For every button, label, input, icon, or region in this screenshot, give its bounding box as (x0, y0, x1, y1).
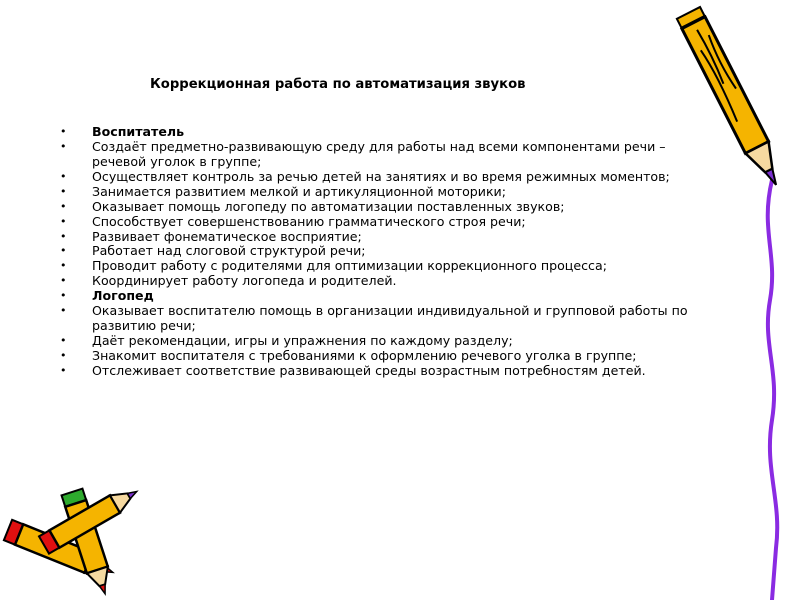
list-item-text: Оказывает помощь логопеду по автоматизации поставленных звуков; (92, 198, 565, 214)
bullet-icon: • (60, 348, 67, 362)
list-item (60, 364, 720, 379)
list-item (60, 170, 720, 185)
list-item-text: Занимается развитием мелкой и артикуляционной моторики; (92, 183, 506, 199)
slide-title: Коррекционная работа по автоматизация звуков (150, 77, 526, 92)
list-item-text: Работает над слоговой структурой речи; (92, 243, 366, 259)
section-heading (60, 125, 720, 140)
section-heading (60, 289, 720, 304)
list-item-text: Развивает фонематическое восприятие; (92, 228, 362, 244)
bullet-icon: • (60, 259, 67, 273)
list-item (60, 304, 720, 333)
list-item (60, 334, 720, 349)
bullet-icon: • (60, 274, 67, 288)
bullet-icon: • (60, 169, 67, 183)
bullet-icon: • (60, 363, 67, 377)
list-item-text: Воспитатель (92, 124, 185, 139)
bullet-icon: • (60, 125, 67, 138)
pencil-stack-icon (4, 483, 142, 597)
bullet-icon: • (60, 184, 67, 198)
purple-line-icon (768, 180, 778, 600)
list-item (60, 200, 720, 215)
list-item (60, 215, 720, 230)
bullet-icon: • (60, 334, 67, 347)
list-item (60, 274, 720, 289)
list-item (60, 259, 720, 274)
list-item-text: Знакомит воспитателя с требованиями к оформлению речевого уголка в группе; (92, 347, 637, 363)
bullet-icon: • (60, 244, 67, 258)
list-item (60, 230, 720, 245)
list-item-text: Создаёт предметно-развивающую среду для работы над всеми компонентами речи – речевой уголок в группе; (92, 138, 666, 169)
list-item-text: Проводит работу с родителями для оптимизации коррекционного процесса; (92, 258, 607, 274)
list-item (60, 349, 720, 364)
list-item-text: Даёт рекомендации, игры и упражнения по каждому разделу; (92, 333, 513, 348)
list-item-text: Координирует работу логопеда и родителей. (92, 273, 397, 289)
bullet-list (60, 125, 720, 379)
list-item (60, 140, 720, 169)
bullet-icon: • (60, 289, 67, 303)
list-item-text: Оказывает воспитателю помощь в организации индивидуальной и групповой работы по развитию речи; (92, 303, 688, 334)
bullet-icon: • (60, 199, 67, 213)
bullet-icon: • (60, 139, 67, 153)
bullet-icon: • (60, 214, 67, 228)
list-item-text: Осуществляет контроль за речью детей на занятиях и во время режимных моментов; (92, 168, 670, 184)
list-item-text: Отслеживает соответствие развивающей среды возрастным потребностям детей. (92, 362, 646, 378)
bullet-icon: • (60, 304, 67, 318)
list-item-text: Логопед (92, 288, 154, 304)
bullet-icon: • (60, 229, 67, 243)
list-item (60, 244, 720, 259)
list-item-text: Способствует совершенствованию грамматического строя речи; (92, 213, 526, 229)
list-item (60, 185, 720, 200)
